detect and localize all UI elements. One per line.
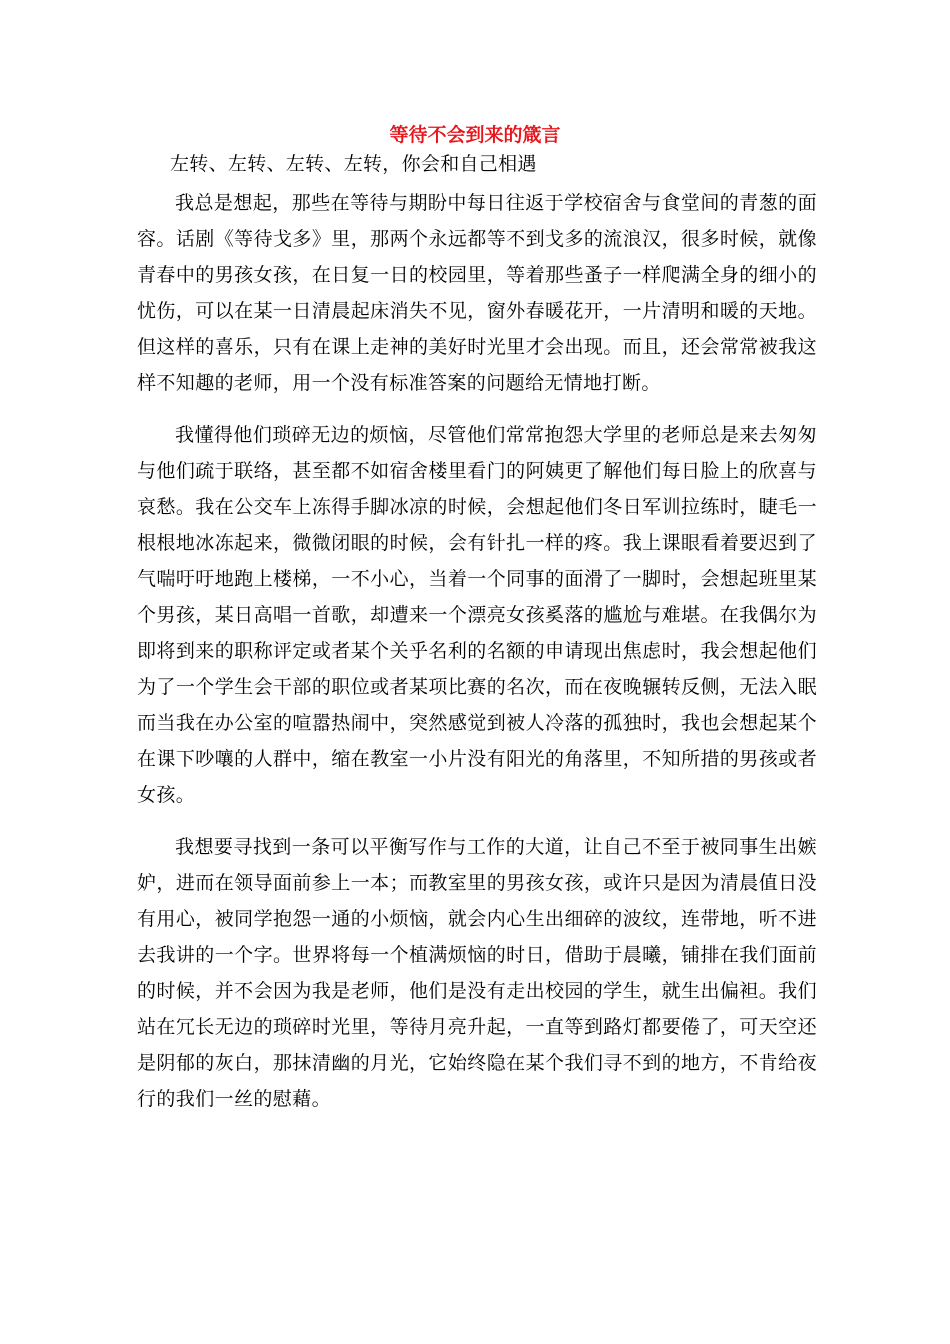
document-subtitle: 左转、左转、左转、左转，你会和自己相遇: [170, 153, 537, 175]
document-title: 等待不会到来的箴言: [389, 124, 561, 146]
document-body: [137, 185, 817, 1133]
paragraph: 我想要寻找到一条可以平衡写作与工作的大道，让自己不至于被同事生出嫉妒，进而在领导面前参上一本；而教室里的男孩女孩，或许只是因为清晨值日没有用心，被同学抱怨一通的小烦恼，就会内心生出细碎的波纹，连带地，听不进去我讲的一个字。世界将每一个植满烦恼的时日，借助于晨曦，铺排在我们面前的时候，并不会因为我是老师，他们是没有走出校园的学生，就生出偏袒。我们站在冗长无边的琐碎时光里，等待月亮升起，一直等到路灯都要倦了，可天空还是阴郁的灰白，那抹清幽的月光，它始终隐在某个我们寻不到的地方，不肯给夜行的我们一丝的慰藉。: [137, 836, 817, 1110]
paragraph: 我总是想起，那些在等待与期盼中每日往返于学校宿舍与食堂间的青葱的面容。话剧《等待戈多》里，那两个永远都等不到戈多的流浪汉，很多时候，就像青春中的男孩女孩，在日复一日的校园里，等着那些蚤子一样爬满全身的细小的忧伤，可以在某一日清晨起床消失不见，窗外春暖花开，一片清明和暖的天地。但这样的喜乐，只有在课上走神的美好时光里才会出现。而且，还会常常被我这样不知趣的老师，用一个没有标准答案的问题给无情地打断。: [137, 192, 817, 394]
paragraph: 我懂得他们琐碎无边的烦恼，尽管他们常常抱怨大学里的老师总是来去匆匆与他们疏于联络，甚至都不如宿舍楼里看门的阿姨更了解他们每日脸上的欣喜与哀愁。我在公交车上冻得手脚冰凉的时候，会想起他们冬日军训拉练时，睫毛一根根地冰冻起来，微微闭眼的时候，会有针扎一样的疼。我上课眼看着要迟到了气喘吁吁地跑上楼梯，一不小心，当着一个同事的面滑了一脚时，会想起班里某个男孩，某日高唱一首歌，却遭来一个漂亮女孩奚落的尴尬与难堪。在我偶尔为即将到来的职称评定或者某个关乎名利的名额的申请现出焦虑时，我会想起他们为了一个学生会干部的职位或者某项比赛的名次，而在夜晚辗转反侧，无法入眠而当我在办公室的喧嚣热闹中，突然感觉到被人冷落的孤独时，我也会想起某个在课下吵嚷的人群中，缩在教室一小片没有阳光的角落里，不知所措的男孩或者女孩。: [137, 424, 817, 806]
